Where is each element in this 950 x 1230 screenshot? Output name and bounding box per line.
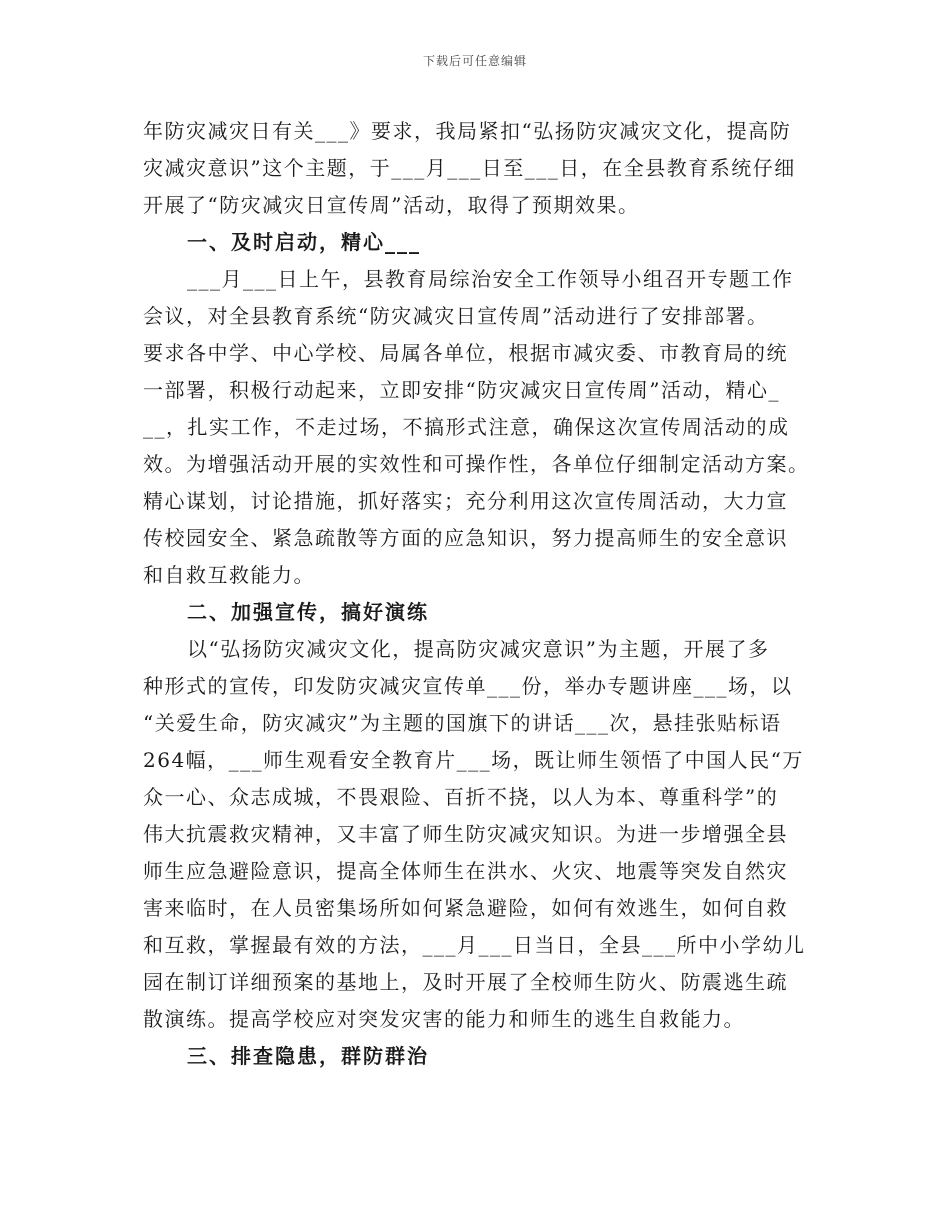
- document-body: [143, 113, 823, 1075]
- paragraph-line: ___月___日上午，县教育局综治安全工作领导小组召开专题工作: [187, 267, 794, 291]
- paragraph-line: 开展了“防灾减灾日宣传周”活动，取得了预期效果。: [143, 193, 640, 217]
- paragraph-line: 散演练。提高学校应对突发灾害的能力和师生的逃生自救能力。: [143, 1007, 745, 1031]
- section-heading-3: 三、排查隐患，群防群治: [187, 1044, 429, 1068]
- section-heading-2: 二、加强宣传，搞好演练: [187, 600, 429, 624]
- paragraph-line: 伟大抗震救灾精神，又丰富了师生防灾减灾知识。为进一步增强全县: [143, 822, 788, 846]
- paragraph-line: 要求各中学、中心学校、局属各单位，根据市减灾委、市教育局的统: [143, 341, 788, 365]
- page-header: 下载后可任意编辑: [422, 54, 527, 68]
- paragraph-line: 264幅，___师生观看安全教育片___场，既让师生领悟了中国人民“万: [143, 748, 804, 772]
- paragraph-line: “关爱生命，防灾减灾”为主题的国旗下的讲话___次，悬挂张贴标语: [143, 711, 782, 735]
- paragraph-line: 传校园安全、紧急疏散等方面的应急知识，努力提高师生的安全意识: [143, 526, 788, 550]
- paragraph-line: 以“弘扬防灾减灾文化，提高防灾减灾意识”为主题，开展了多: [187, 637, 770, 661]
- paragraph-line: 精心谋划，讨论措施，抓好落实；充分利用这次宣传周活动，大力宣: [143, 489, 788, 513]
- paragraph-line: 师生应急避险意识，提高全体师生在洪水、火灾、地震等突发自然灾: [143, 859, 788, 883]
- paragraph-line: 效。为增强活动开展的实效性和可操作性，各单位仔细制定活动方案。: [143, 452, 810, 476]
- paragraph-line: 众一心、众志成城，不畏艰险、百折不挠，以人为本、尊重科学”的: [143, 785, 779, 809]
- paragraph-line: 年防灾减灾日有关___》要求，我局紧扣“弘扬防灾减灾文化，提高防: [143, 119, 792, 143]
- section-heading-1: 一、及时启动，精心___: [187, 230, 421, 254]
- paragraph-line: 和互救，掌握最有效的方法，___月___日当日，全县___所中小学幼儿: [143, 933, 806, 957]
- paragraph-line: 灾减灾意识”这个主题，于___月___日至___日，在全县教育系统仔细: [143, 156, 796, 180]
- paragraph-line: 会议，对全县教育系统“防灾减灾日宣传周”活动进行了安排部署。: [143, 304, 769, 328]
- paragraph-line: __，扎实工作，不走过场，不搞形式注意，确保这次宣传周活动的成: [143, 415, 790, 439]
- paragraph-line: 和自救互救能力。: [143, 563, 315, 587]
- paragraph-line: 害来临时，在人员密集场所如何紧急避险，如何有效逃生，如何自救: [143, 896, 788, 920]
- paragraph-line: 种形式的宣传，印发防灾减灾宣传单___份，举办专题讲座___场，以: [143, 674, 793, 698]
- paragraph-line: 一部署，积极行动起来，立即安排“防灾减灾日宣传周”活动，精心_: [143, 378, 780, 402]
- paragraph-line: 园在制订详细预案的基地上，及时开展了全校师生防火、防震逃生疏: [143, 970, 788, 994]
